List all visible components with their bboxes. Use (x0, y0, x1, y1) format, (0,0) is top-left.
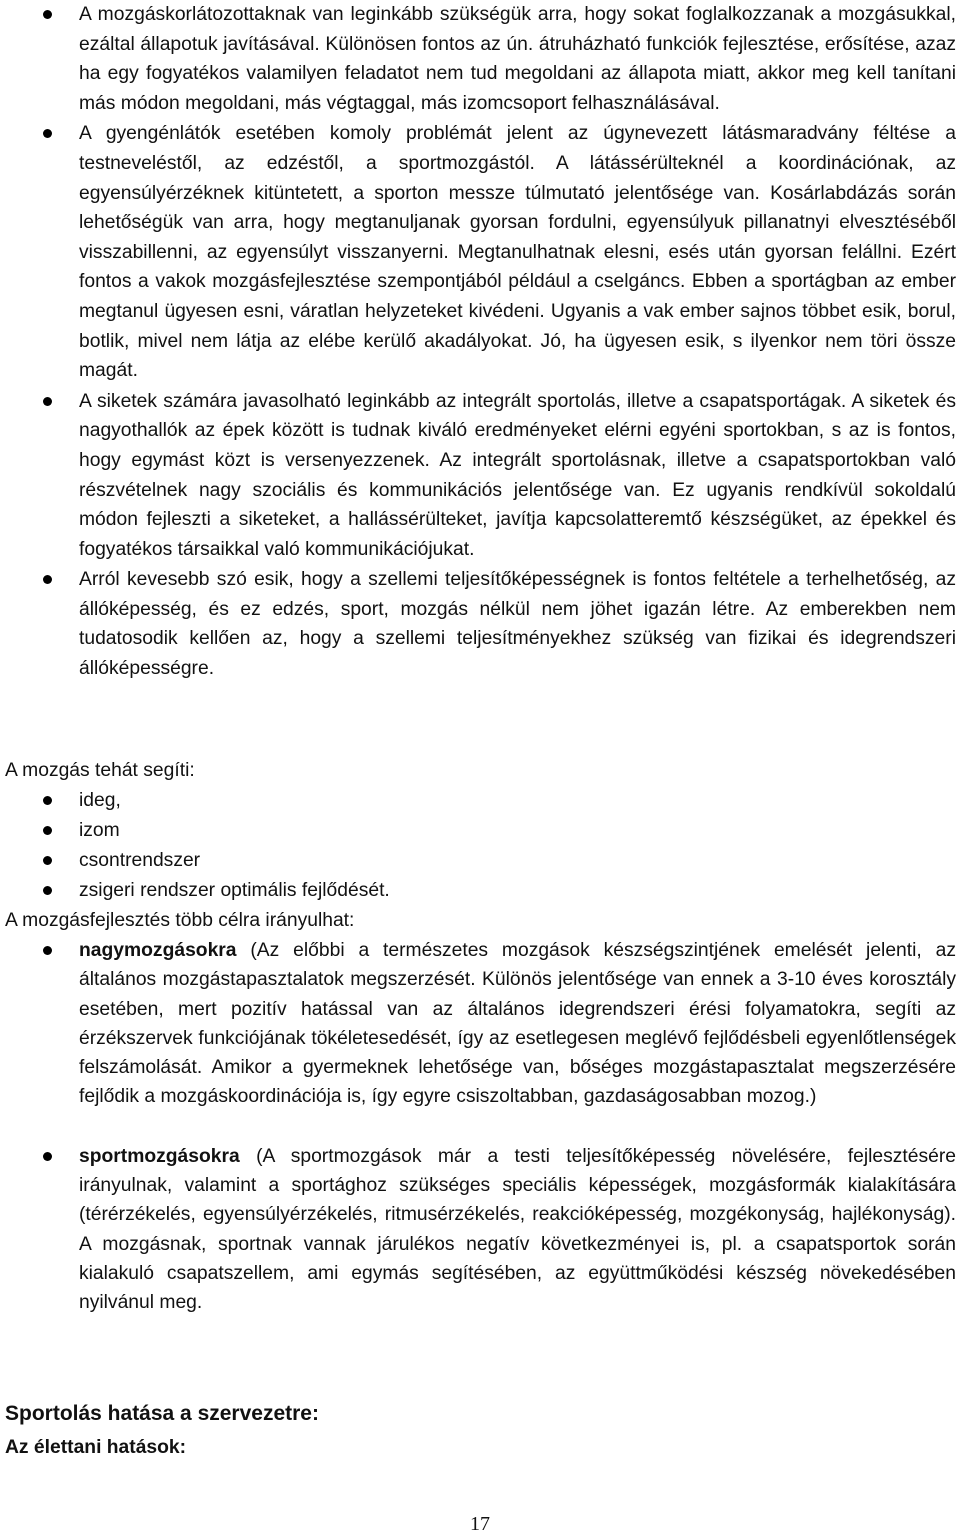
list-item-text: izom (79, 820, 120, 841)
list-item (0, 387, 960, 565)
bullet-icon (43, 886, 52, 895)
paragraph-deaf: A siketek számára javasolható leginkább az integrált sportolás, illetve a csapatsportágak. A siketek és nagyothallók az épek között is tudnak kiváló eredményeket elérni egyéni sportokban, s az is fontos, hogy egymást közt is versenyezzenek. Az integrált sportolásnak, illetve a csapatsportokban való részvételnek nagy szociális és kommunikációs jelentősége van. Ez ugyanis rendkívül sokoldalú módon fejleszti a siketeket, a hallássérülteket, javítja kapcsolatteremtő készségüket, az épekkel és fogyatékos társaikkal való kommunikációjukat. (79, 390, 956, 560)
term-gross-motor-description: (Az előbbi a természetes mozgások készségszintjének emelését jelenti, az általános mozgástapasztalatok megszerzését. Különös jelentősége van ennek a 3-10 éves korosztály esetében, mert pozitív hatással van az általános idegrendszeri érési folyamatokra, segíti az érzékszervek funkciójának tökéletesedését, így az esetlegesen meglévő fejlődésbeli egyenlőtlenségek felszámolását. Amikor a gyermeknek lehetősége van, bőséges mozgástapasztalat megszerzésére fejlődik a mozgáskoordinációja is, így egyre csiszoltabban, gazdaságosabban mozog.) (79, 940, 956, 1108)
subsection-heading: Az élettani hatások: (5, 1437, 187, 1458)
bullet-icon (43, 129, 52, 138)
term-sport-movement-description: (A sportmozgások már a testi teljesítőképesség növelésére, fejlesztésére irányulnak, valamint a sportághoz szükséges speciális képességek, mozgásformák kialakítására (térérzékelés, egyensúlyérzékelés, ritmusérzékelés, reakcióképesség, mozgékonyság, hajlékonyság). A mozgásnak, sportnak vannak járulékos negatív következményei is, pl. a csapatsportok során kialakuló csapatszellem, ami egymás segítésében, az együttműködési készség növekedésében nyilvánul meg. (79, 1145, 956, 1314)
list-item-text: csontrendszer (79, 850, 201, 871)
paragraph-mobility-impaired: A mozgáskorlátozottaknak van leginkább szükségük arra, hogy sokat foglalkozzanak a mozgásukkal, ezáltal állapotuk javításával. Különösen fontos az ún. átruházható funkciók fejlesztése, erősítése, azaz ha egy fogyatékos valamilyen feladatot nem tud megoldani az állapota miatt, akkor meg kell tanítani más módon megoldani, más végtaggal, más izomcsoport felhasználásával. (79, 4, 956, 114)
paragraph-visually-impaired: A gyengénlátók esetében komoly problémát jelent az úgynevezett látásmaradvány féltése a testneveléstől, az edzéstől, a sportmozgástól. A látássérülteknél a koordinációnak, az egyensúlyérzéknek kitüntetett, a sporton messze túlmutató jelentősége van. Kosárlabdázás során lehetőségük van arra, hogy megtanuljanak gyorsan fordulni, egyensúlyuk pillanatnyi elvesztéséből visszabillenni, az egyensúlyt visszanyerni. Megtanulhatnak elesni, esés után gyorsan felállni. Ezért fontos a vakok mozgásfejlesztése szempontjából például a cselgáncs. Ebben a sportágban az ember megtanul ügyesen esni, váratlan helyzeteket kivédeni. Ugyanis a vak ember sajnos többet esik, borul, botlik, mivel nem látja az elébe kerülő akadályokat. Jó, ha ügyesen esik, s ilyenkor nem töri össze magát. (79, 123, 956, 382)
list-item (0, 119, 960, 385)
list-item (0, 816, 960, 846)
term-gross-motor: nagymozgásokra (79, 940, 237, 961)
development-goals-list (0, 936, 960, 1318)
list-item-text: ideg, (79, 790, 121, 811)
list-item (0, 846, 960, 876)
bullet-icon (43, 397, 52, 406)
bullet-icon (43, 856, 52, 865)
list-item (0, 876, 960, 906)
list-item-text: zsigeri rendszer optimális fejlődését. (79, 880, 390, 901)
bullet-icon (43, 796, 52, 805)
section-heading: Sportolás hatása a szervezetre: (5, 1402, 319, 1425)
list-item (0, 565, 960, 683)
page-number: 17 (470, 1513, 490, 1535)
list-item (0, 786, 960, 816)
movement-helps-list (0, 786, 960, 906)
term-sport-movement: sportmozgásokra (79, 1145, 240, 1167)
bullet-icon (43, 946, 52, 955)
bullet-icon (43, 826, 52, 835)
bullet-icon (43, 10, 52, 19)
intro-movement-helps: A mozgás tehát segíti: (5, 760, 195, 781)
list-item (0, 1142, 960, 1318)
list-item (0, 0, 960, 118)
intro-development-goals: A mozgásfejlesztés több célra irányulhat: (5, 910, 355, 931)
disability-bullet-list (0, 0, 960, 685)
list-item (0, 936, 960, 1112)
bullet-icon (43, 1152, 52, 1161)
bullet-icon (43, 575, 52, 584)
paragraph-mental-capacity: Arról kevesebb szó esik, hogy a szellemi teljesítőképességnek is fontos feltétele a terhelhetőség, az állóképesség, és ez edzés, sport, mozgás nélkül nem jöhet igazán létre. Az emberekben nem tudatosodik kellően az, hogy a szellemi teljesítményekhez szükség van fizikai és idegrendszeri állóképességre. (79, 569, 956, 680)
